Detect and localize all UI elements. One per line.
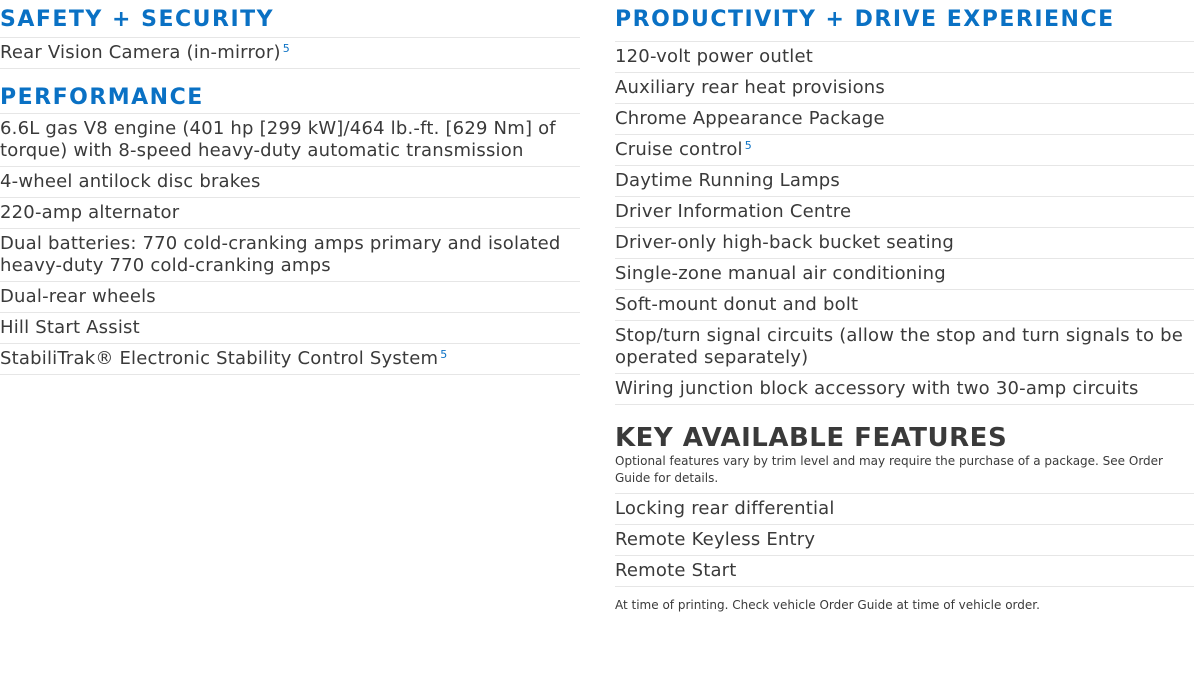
feature-text: Remote Keyless Entry [615, 529, 816, 550]
footnote-text: At time of printing. Check vehicle Order Guide at time of vehicle order. [615, 598, 1040, 612]
feature-item [0, 228, 580, 281]
feature-text: Hill Start Assist [0, 317, 140, 338]
safety-security-heading: SAFETY + SECURITY [0, 7, 275, 32]
safety-security-list [0, 37, 580, 69]
key-features-heading: KEY AVAILABLE FEATURES [615, 423, 1008, 453]
feature-item [615, 103, 1194, 134]
feature-text: 4-wheel antilock disc brakes [0, 171, 261, 192]
feature-text: Single-zone manual air conditioning [615, 263, 946, 284]
feature-text: 120-volt power outlet [615, 46, 813, 67]
feature-item [615, 196, 1194, 227]
feature-text: Locking rear differential [615, 498, 835, 519]
feature-item [615, 555, 1194, 587]
footnote-ref: 5 [440, 348, 448, 361]
productivity-heading: PRODUCTIVITY + DRIVE EXPERIENCE [615, 7, 1115, 32]
feature-text: Driver Information Centre [615, 201, 852, 222]
feature-item [615, 373, 1194, 405]
feature-item [0, 312, 580, 343]
feature-item [615, 524, 1194, 555]
feature-text: Daytime Running Lamps [615, 170, 841, 191]
feature-text: Dual batteries: 770 cold-cranking amps primary and isolated heavy-duty 770 cold-cranking amps [0, 233, 561, 276]
left-column [0, 0, 580, 375]
feature-text: Stop/turn signal circuits (allow the stop and turn signals to be operated separately) [615, 325, 1184, 368]
feature-item [0, 37, 580, 69]
feature-item [0, 343, 580, 375]
feature-item [0, 197, 580, 228]
feature-text: Dual-rear wheels [0, 286, 156, 307]
feature-item [0, 113, 580, 166]
performance-heading: PERFORMANCE [0, 85, 204, 110]
feature-text: Remote Start [615, 560, 737, 581]
feature-text: Wiring junction block accessory with two 30-amp circuits [615, 378, 1139, 399]
feature-item [615, 493, 1194, 524]
feature-text: StabiliTrak® Electronic Stability Control System [0, 348, 439, 369]
feature-item [0, 281, 580, 312]
feature-item [0, 166, 580, 197]
performance-list [0, 113, 580, 375]
feature-text: Auxiliary rear heat provisions [615, 77, 885, 98]
feature-text: 6.6L gas V8 engine (401 hp [299 kW]/464 lb.-ft. [629 Nm] of torque) with 8-speed heavy-duty automatic transmission [0, 118, 556, 161]
footnote-ref: 5 [744, 139, 752, 152]
productivity-list [615, 41, 1194, 405]
feature-item [615, 165, 1194, 196]
key-features-list [615, 493, 1194, 587]
feature-text: Rear Vision Camera (in-mirror) [0, 42, 281, 63]
right-column [615, 0, 1194, 613]
feature-item [615, 289, 1194, 320]
feature-text: Soft-mount donut and bolt [615, 294, 859, 315]
feature-item [615, 227, 1194, 258]
feature-item [615, 320, 1194, 373]
feature-item [615, 258, 1194, 289]
feature-text: Driver-only high-back bucket seating [615, 232, 955, 253]
footnote-ref: 5 [282, 42, 290, 55]
key-features-subtitle: Optional features vary by trim level and may require the purchase of a package. See Order Guide for details. [615, 454, 1163, 485]
feature-item [615, 72, 1194, 103]
feature-text: Cruise control [615, 139, 743, 160]
feature-item [615, 134, 1194, 165]
feature-item [615, 41, 1194, 72]
feature-text: 220-amp alternator [0, 202, 180, 223]
feature-text: Chrome Appearance Package [615, 108, 885, 129]
